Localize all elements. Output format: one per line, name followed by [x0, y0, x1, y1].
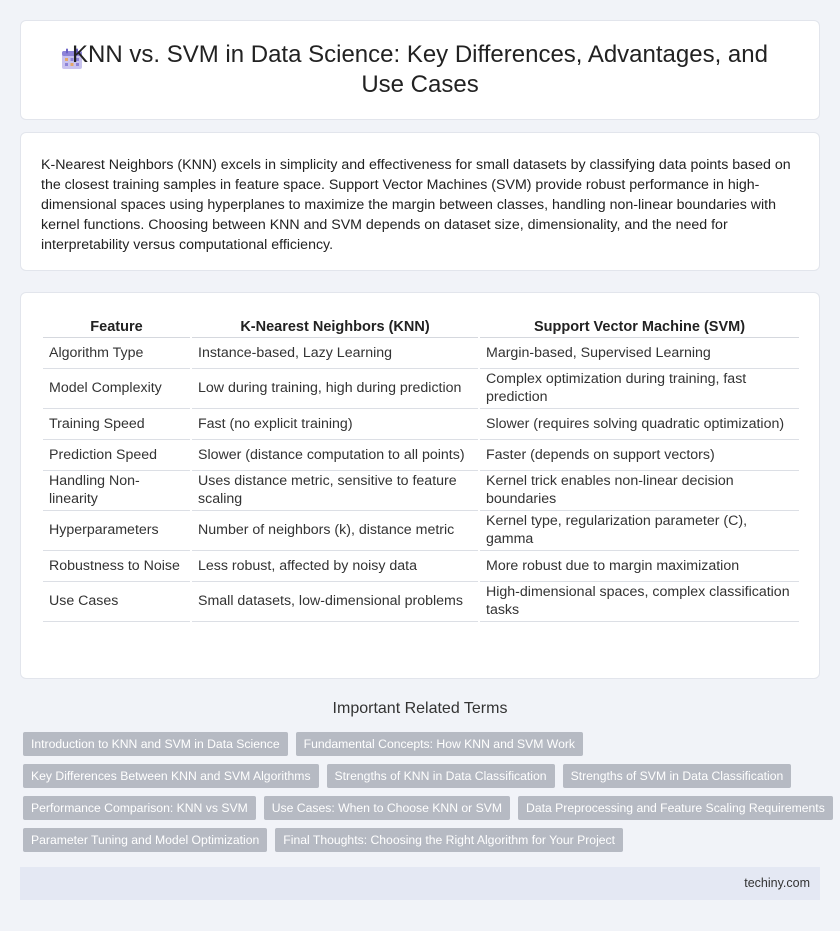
related-term-link[interactable]: Introduction to KNN and SVM in Data Science — [23, 732, 288, 756]
title-card — [20, 20, 820, 120]
table-cell: Faster (depends on support vectors) — [479, 439, 799, 470]
table-header-row — [43, 317, 799, 337]
table-cell: More robust due to margin maximization — [479, 550, 799, 581]
table-cell: Model Complexity — [43, 368, 191, 408]
tag-row — [23, 764, 823, 788]
related-term-link[interactable]: Parameter Tuning and Model Optimization — [23, 828, 267, 852]
table-cell: Kernel type, regularization parameter (C), gamma — [479, 510, 799, 550]
related-terms-title: Important Related Terms — [332, 700, 508, 717]
header-knn: K-Nearest Neighbors (KNN) — [191, 317, 479, 337]
table-cell: Uses distance metric, sensitive to feature scaling — [191, 470, 479, 510]
table-row — [43, 581, 799, 621]
table-row — [43, 408, 799, 439]
related-term-link[interactable]: Strengths of KNN in Data Classification — [327, 764, 555, 788]
tag-row — [23, 796, 823, 820]
related-term-link[interactable]: Key Differences Between KNN and SVM Algorithms — [23, 764, 319, 788]
table-cell: Small datasets, low-dimensional problems — [191, 581, 479, 621]
table-cell: Hyperparameters — [43, 510, 191, 550]
intro-card — [20, 132, 820, 271]
table-cell: Slower (distance computation to all points) — [191, 439, 479, 470]
table-cell: Instance-based, Lazy Learning — [191, 337, 479, 368]
table-cell: Margin-based, Supervised Learning — [479, 337, 799, 368]
table-cell: Less robust, affected by noisy data — [191, 550, 479, 581]
table-row — [43, 550, 799, 581]
table-row — [43, 337, 799, 368]
tag-row — [23, 828, 823, 852]
comparison-table — [43, 317, 799, 622]
related-term-link[interactable]: Performance Comparison: KNN vs SVM — [23, 796, 256, 820]
related-term-link[interactable]: Strengths of SVM in Data Classification — [563, 764, 792, 788]
table-row — [43, 510, 799, 550]
tag-row — [23, 732, 823, 756]
table-cell: Prediction Speed — [43, 439, 191, 470]
table-cell: Kernel trick enables non-linear decision boundaries — [479, 470, 799, 510]
related-terms-list — [23, 732, 823, 860]
page-title: KNN vs. SVM in Data Science: Key Differences, Advantages, and Use Cases — [72, 41, 768, 98]
table-cell: Complex optimization during training, fast prediction — [479, 368, 799, 408]
related-term-link[interactable]: Use Cases: When to Choose KNN or SVM — [264, 796, 510, 820]
table-row — [43, 368, 799, 408]
footer-site-link[interactable]: techiny.com — [744, 876, 810, 890]
header-feature: Feature — [43, 317, 191, 337]
table-row — [43, 470, 799, 510]
comparison-card — [20, 292, 820, 679]
table-cell: Training Speed — [43, 408, 191, 439]
table-cell: Use Cases — [43, 581, 191, 621]
header-svm: Support Vector Machine (SVM) — [479, 317, 799, 337]
table-cell: Robustness to Noise — [43, 550, 191, 581]
table-cell: Slower (requires solving quadratic optimization) — [479, 408, 799, 439]
table-row — [43, 439, 799, 470]
footer — [20, 867, 820, 900]
table-cell: Low during training, high during prediction — [191, 368, 479, 408]
table-cell: Fast (no explicit training) — [191, 408, 479, 439]
table-cell: High-dimensional spaces, complex classification tasks — [479, 581, 799, 621]
related-term-link[interactable]: Fundamental Concepts: How KNN and SVM Work — [296, 732, 583, 756]
table-cell: Number of neighbors (k), distance metric — [191, 510, 479, 550]
table-cell: Handling Non-linearity — [43, 470, 191, 510]
related-term-link[interactable]: Final Thoughts: Choosing the Right Algorithm for Your Project — [275, 828, 623, 852]
related-term-link[interactable]: Data Preprocessing and Feature Scaling Requirements — [518, 796, 833, 820]
intro-paragraph: K-Nearest Neighbors (KNN) excels in simplicity and effectiveness for small datasets by classifying data points based on the closest training samples in feature space. Support Vector Machines (SVM) provide robust performance in high-dimensional spaces using hyperplanes to maximize the margin between classes, handling non-linear boundaries with kernel functions. Choosing between KNN and SVM depends on dataset size, dimensionality, and the need for interpretability versus computational efficiency. — [41, 157, 791, 253]
table-cell: Algorithm Type — [43, 337, 191, 368]
